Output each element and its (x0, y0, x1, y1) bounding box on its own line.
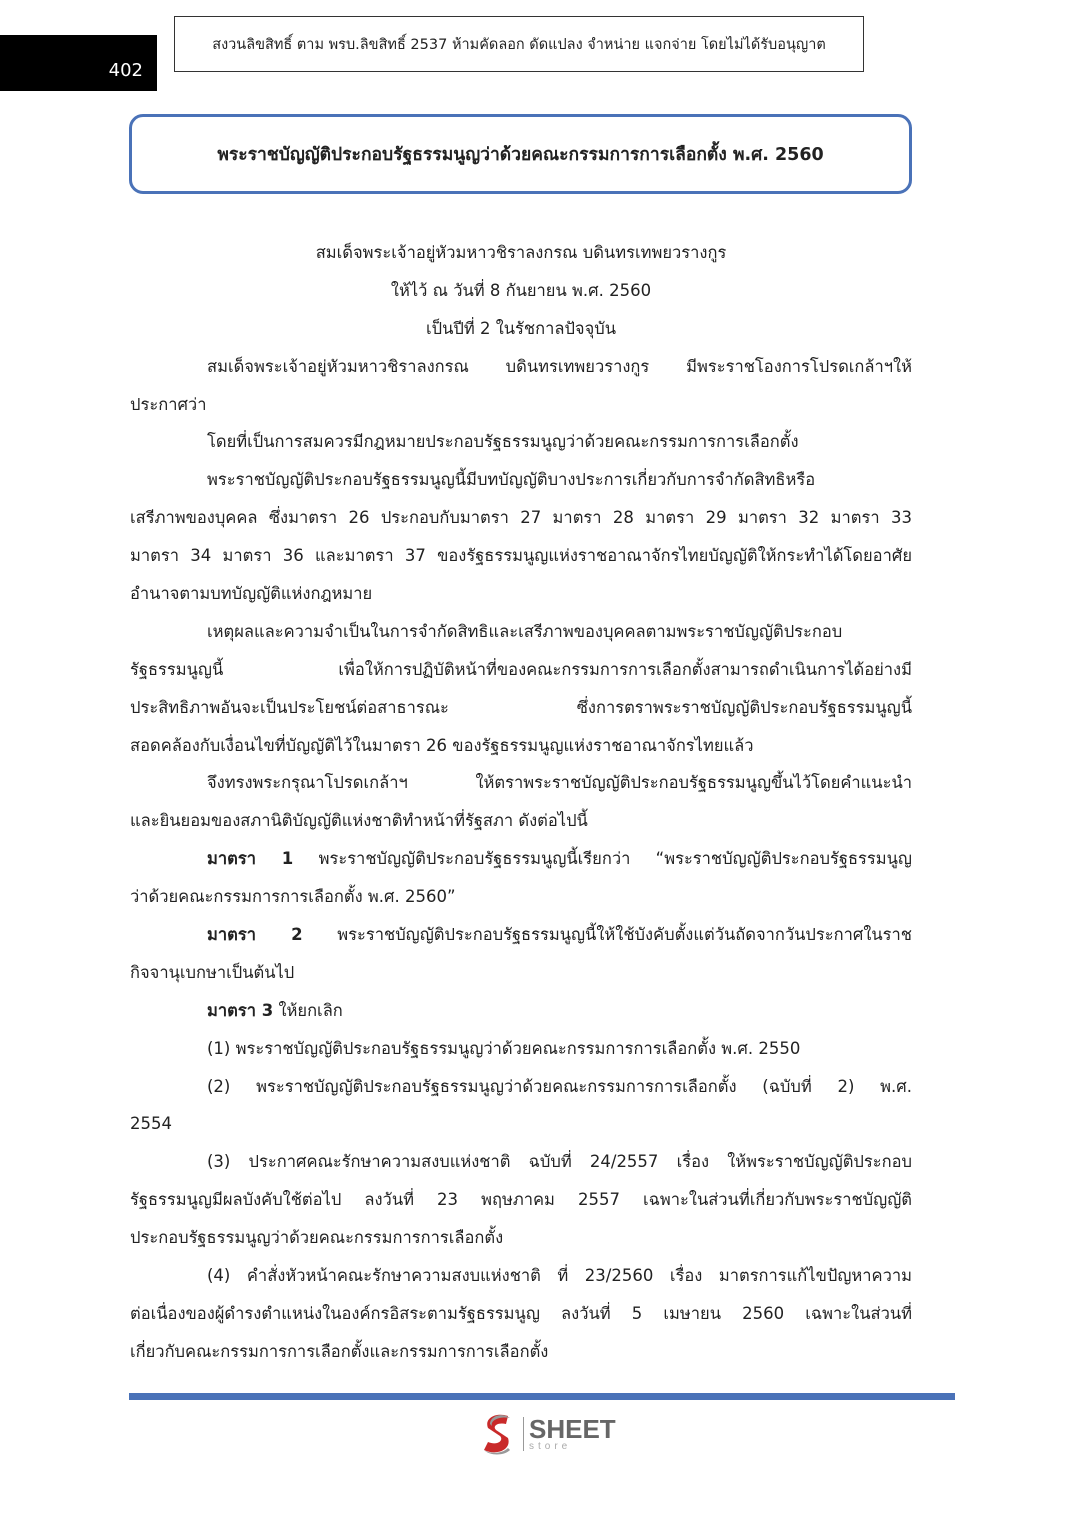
line-text: สมเด็จพระเจ้าอยู่หัวมหาวชิราลงกรณ บดินทรเทพยวรางกูร มีพระราชโองการโปรดเกล้าฯให้ (207, 356, 912, 376)
line-text: ให้ไว้ ณ วันที่ 8 กันยายน พ.ศ. 2560 (390, 280, 652, 300)
line-text: (4) คำสั่งหัวหน้าคณะรักษาความสงบแห่งชาติ ที่ 23/2560 เรื่อง มาตรการแก้ไขปัญหาความ (207, 1266, 912, 1286)
line-text: รัฐธรรมนูญนี้ เพื่อให้การปฏิบัติหน้าที่ของคณะกรรมการการเลือกตั้งสามารถดำเนินการได้อย่างมี (130, 659, 912, 679)
line-text: ประกอบรัฐธรรมนูญว่าด้วยคณะกรรมการการเลือกตั้ง (130, 1228, 504, 1248)
line-text: เกี่ยวกับคณะกรรมการการเลือกตั้งและกรรมการการเลือกตั้ง (130, 1341, 549, 1361)
text-line (130, 386, 912, 424)
section-label: มาตรา 1 (207, 849, 294, 869)
line-text: และยินยอมของสภานิติบัญญัติแห่งชาติทำหน้าที่รัฐสภา ดังต่อไปนี้ (130, 811, 588, 831)
text-line (130, 802, 912, 840)
text-line (130, 1219, 912, 1257)
line-text: เป็นปีที่ 2 ในรัชกาลปัจจุบัน (425, 318, 617, 338)
text-line (130, 234, 912, 272)
text-line (130, 878, 912, 916)
line-text: พระราชบัญญัติประกอบรัฐธรรมนูญนี้ให้ใช้บังคับตั้งแต่วันถัดจากวันประกาศในราช (302, 925, 912, 945)
text-line (130, 651, 912, 689)
text-line (130, 1181, 912, 1219)
document-body (130, 234, 912, 1371)
text-line (130, 1257, 912, 1295)
line-text: (3) ประกาศคณะรักษาความสงบแห่งชาติ ฉบับที่ 24/2557 เรื่อง ให้พระราชบัญญัติประกอบ (207, 1152, 912, 1172)
line-text: โดยที่เป็นการสมควรมีกฎหมายประกอบรัฐธรรมนูญว่าด้วยคณะกรรมการการเลือกตั้ง (207, 432, 799, 452)
line-text: ประสิทธิภาพอันจะเป็นประโยชน์ต่อสาธารณะ ซึ่งการตราพระราชบัญญัติประกอบรัฐธรรมนูญนี้ (130, 697, 912, 717)
text-line (130, 1295, 912, 1333)
sheet-store-logo (478, 1412, 616, 1456)
text-line (130, 537, 912, 575)
line-text: เสรีภาพของบุคคล ซึ่งมาตรา 26 ประกอบกับมาตรา 27 มาตรา 28 มาตรา 29 มาตรา 32 มาตรา 33 (130, 508, 912, 528)
line-text: พระราชบัญญัติประกอบรัฐธรรมนูญนี้มีบทบัญญัติบางประการเกี่ยวกับการจำกัดสิทธิหรือ (207, 470, 816, 490)
line-text: พระราชบัญญัติประกอบรัฐธรรมนูญนี้เรียกว่า “พระราชบัญญัติประกอบรัฐธรรมนูญ (293, 849, 912, 869)
text-line (130, 1333, 912, 1371)
text-line (130, 992, 912, 1030)
text-line (130, 499, 912, 537)
document-title: พระราชบัญญัติประกอบรัฐธรรมนูญว่าด้วยคณะกรรมการการเลือกตั้ง พ.ศ. 2560 (129, 114, 912, 194)
text-line (130, 461, 912, 499)
text-line (130, 954, 912, 992)
section-label: มาตรา 3 (207, 1000, 274, 1020)
section-label: มาตรา 2 (207, 925, 303, 945)
line-text: เหตุผลและความจำเป็นในการจำกัดสิทธิและเสรีภาพของบุคคลตามพระราชบัญญัติประกอบ (207, 621, 843, 641)
page-number-box (0, 35, 157, 91)
text-line (130, 613, 912, 651)
text-line (130, 272, 912, 310)
line-text: 2554 (130, 1114, 172, 1134)
line-text: อำนาจตามบทบัญญัติแห่งกฎหมาย (130, 584, 373, 604)
text-line (130, 1105, 912, 1143)
line-text: (2) พระราชบัญญัติประกอบรัฐธรรมนูญว่าด้วยคณะกรรมการการเลือกตั้ง (ฉบับที่ 2) พ.ศ. (207, 1076, 912, 1096)
text-line (130, 689, 912, 727)
text-line (130, 1143, 912, 1181)
page-number: 402 (108, 60, 143, 81)
line-text: กิจจานุเบกษาเป็นต้นไป (130, 962, 295, 982)
line-text: สมเด็จพระเจ้าอยู่หัวมหาวชิราลงกรณ บดินทรเทพยวรางกูร (315, 243, 727, 262)
text-line (130, 1030, 912, 1068)
line-text: มาตรา 34 มาตรา 36 และมาตรา 37 ของรัฐธรรมนูญแห่งราชอาณาจักรไทยบัญญัติให้กระทำได้โดยอาศัย (130, 546, 912, 566)
copyright-notice: สงวนลิขสิทธิ์ ตาม พรบ.ลิขสิทธิ์ 2537 ห้ามคัดลอก ดัดแปลง จำหน่าย แจกจ่าย โดยไม่ได้รับอนุญาต (174, 16, 864, 72)
logo-text: SHEET (529, 1414, 616, 1444)
text-line (130, 916, 912, 954)
text-line (130, 840, 912, 878)
line-text: สอดคล้องกับเงื่อนไขที่บัญญัติไว้ในมาตรา 26 ของรัฐธรรมนูญแห่งราชอาณาจักรไทยแล้ว (130, 735, 754, 755)
text-line (130, 575, 912, 613)
text-line (130, 348, 912, 386)
logo-s-icon (478, 1412, 518, 1456)
text-line (130, 423, 912, 461)
line-text: ต่อเนื่องของผู้ดำรงตำแหน่งในองค์กรอิสระตามรัฐธรรมนูญ ลงวันที่ 5 เมษายน 2560 เฉพาะในส่วนที่ (130, 1303, 912, 1323)
logo-separator (523, 1417, 524, 1451)
line-text: ประกาศว่า (130, 394, 207, 414)
line-text: (1) พระราชบัญญัติประกอบรัฐธรรมนูญว่าด้วยคณะกรรมการการเลือกตั้ง พ.ศ. 2550 (207, 1038, 801, 1058)
line-text: ให้ยกเลิก (273, 1000, 343, 1020)
logo-subtext: store (529, 1441, 572, 1452)
text-line (130, 727, 912, 765)
footer-rule (129, 1393, 955, 1400)
text-line (130, 1068, 912, 1106)
line-text: รัฐธรรมนูญมีผลบังคับใช้ต่อไป ลงวันที่ 23 พฤษภาคม 2557 เฉพาะในส่วนที่เกี่ยวกับพระราชบัญญัติ (130, 1190, 912, 1210)
text-line (130, 764, 912, 802)
line-text: ว่าด้วยคณะกรรมการการเลือกตั้ง พ.ศ. 2560” (130, 887, 456, 907)
line-text: จึงทรงพระกรุณาโปรดเกล้าฯ ให้ตราพระราชบัญญัติประกอบรัฐธรรมนูญขึ้นไว้โดยคำแนะนำ (207, 773, 912, 793)
text-line (130, 310, 912, 348)
